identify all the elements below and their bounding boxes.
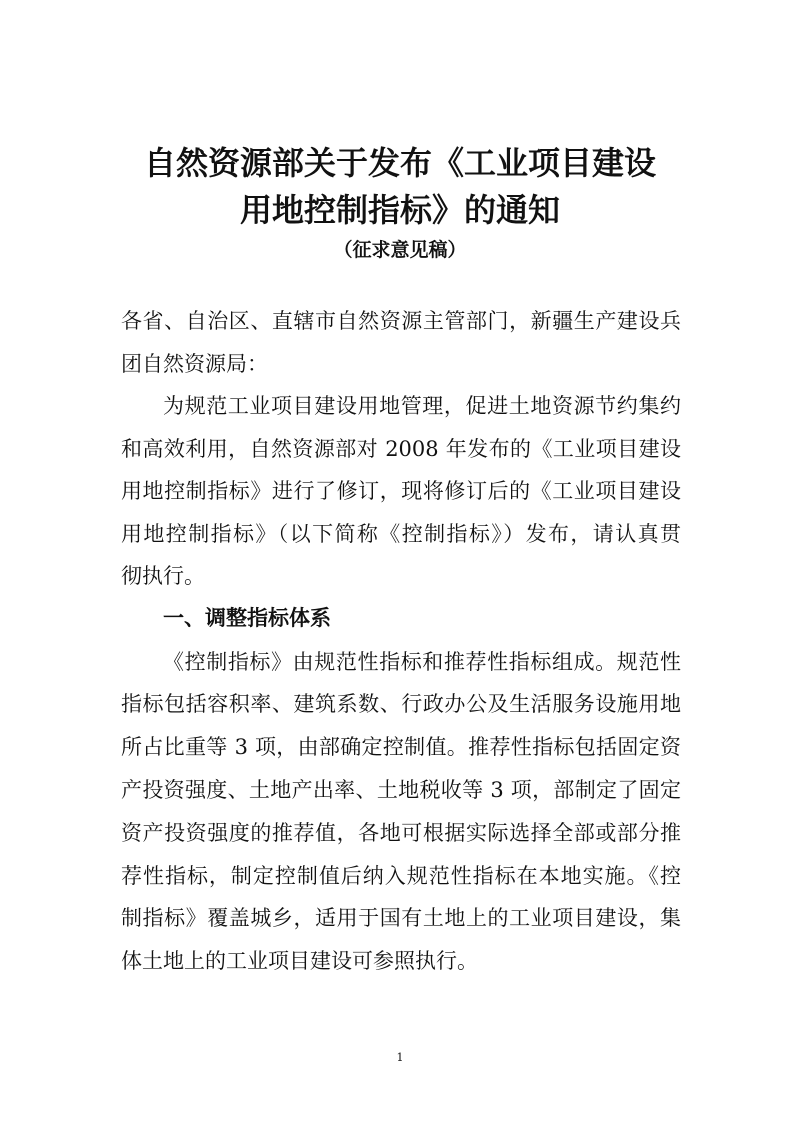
body-line: 荐性指标，制定控制值后纳入规范性指标在本地实施。《控 bbox=[121, 864, 681, 888]
body-line: 指标包括容积率、建筑系数、行政办公及生活服务设施用地 bbox=[121, 692, 681, 716]
body-line: 制指标》覆盖城乡，适用于国有土地上的工业项目建设，集 bbox=[121, 906, 681, 930]
document-title-line-1: 自然资源部关于发布《工业项目建设 bbox=[143, 144, 656, 182]
body-line: 各省、自治区、直辖市自然资源主管部门，新疆生产建设兵 bbox=[121, 309, 681, 333]
body-line: 体土地上的工业项目建设可参照执行。 bbox=[121, 949, 478, 973]
section-heading: 一、调整指标体系 bbox=[163, 605, 331, 630]
body-line: 彻执行。 bbox=[121, 564, 205, 588]
body-line: 和高效利用，自然资源部对 2008 年发布的《工业项目建设 bbox=[121, 437, 681, 461]
body-line: 用地控制指标》进行了修订，现将修订后的《工业项目建设 bbox=[121, 479, 681, 503]
body-line: 产投资强度、土地产出率、土地税收等 3 项，部制定了固定 bbox=[121, 778, 681, 802]
document-subtitle: （征求意见稿） bbox=[333, 239, 467, 261]
body-line: 资产投资强度的推荐值，各地可根据实际选择全部或部分推 bbox=[121, 821, 681, 845]
body-line: 团自然资源局： bbox=[121, 352, 268, 376]
body-line: 为规范工业项目建设用地管理，促进土地资源节约集约 bbox=[163, 394, 681, 418]
document-title-line-2: 用地控制指标》的通知 bbox=[239, 191, 560, 229]
body-line: 所占比重等 3 项，由部确定控制值。推荐性指标包括固定资 bbox=[121, 735, 681, 759]
page-number: 1 bbox=[396, 1051, 404, 1064]
body-line: 《控制指标》由规范性指标和推荐性指标组成。规范性 bbox=[163, 650, 681, 674]
body-line: 用地控制指标》（以下简称《控制指标》）发布，请认真贯 bbox=[121, 522, 681, 546]
